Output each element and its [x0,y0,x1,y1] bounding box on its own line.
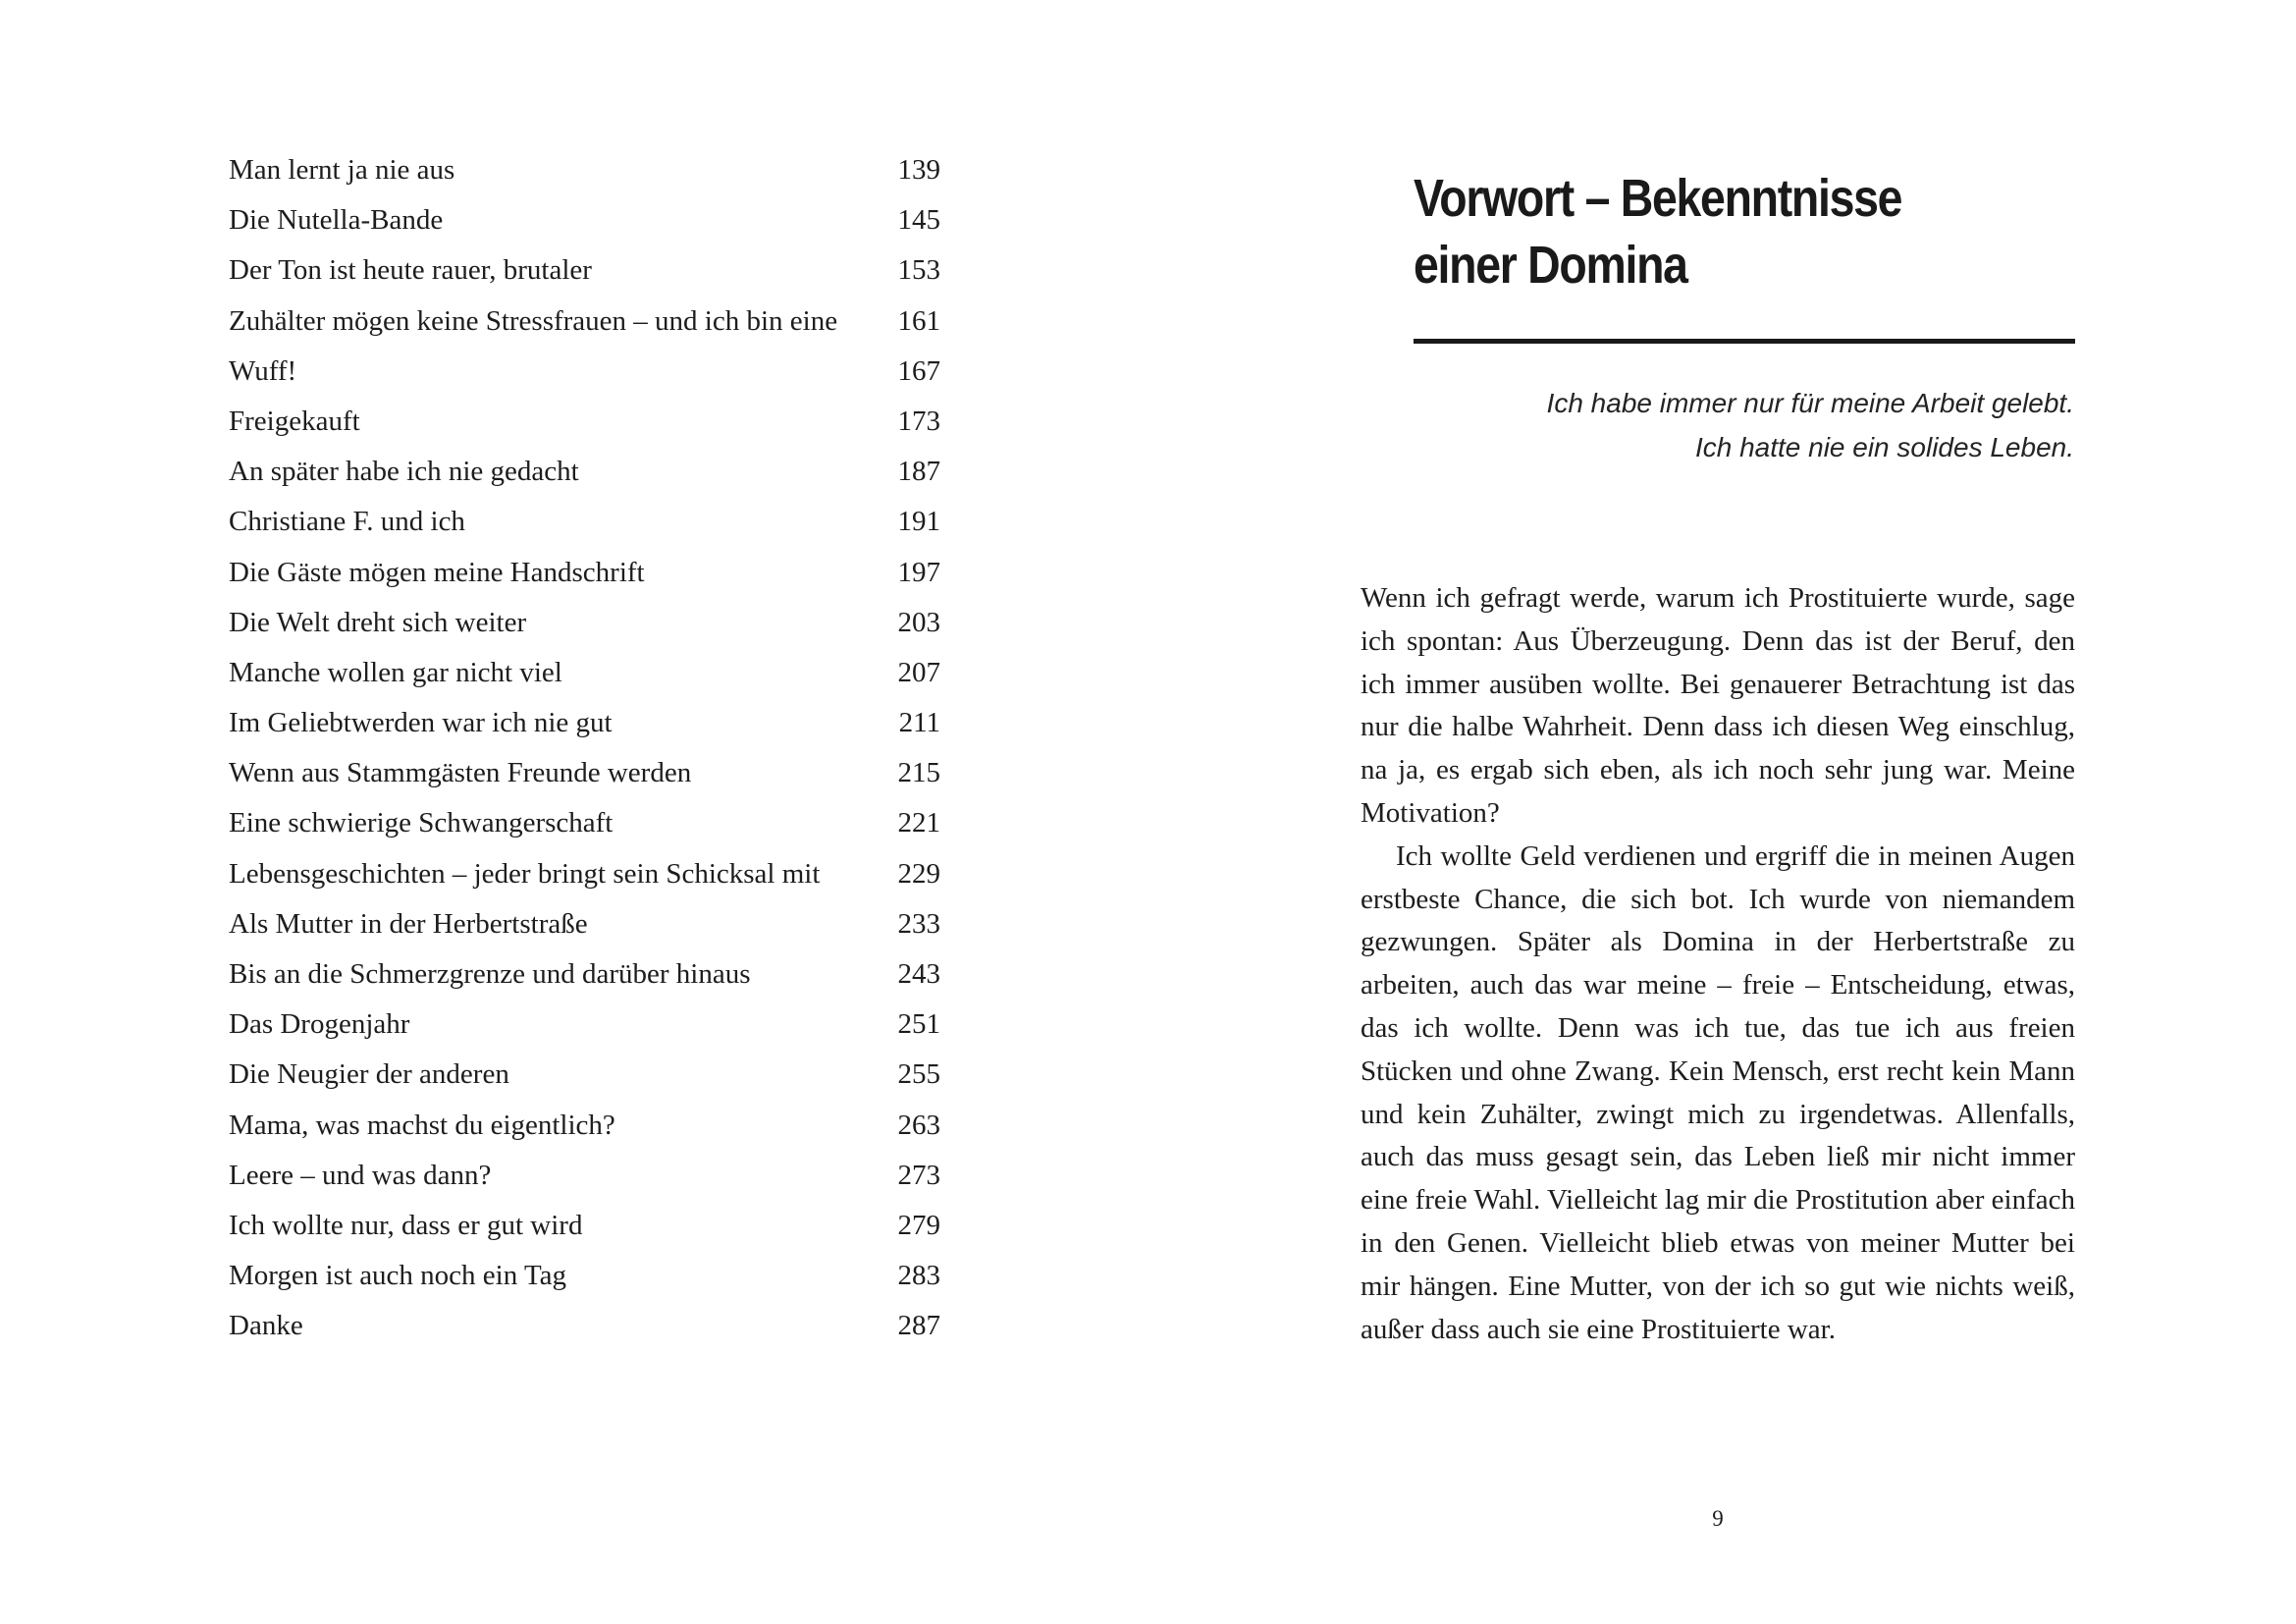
epigraph-line-1: Ich habe immer nur für meine Arbeit gelebt. [1546,388,2074,418]
toc-entry-title: Die Neugier der anderen [229,1058,509,1091]
epigraph-line-2: Ich hatte nie ein solides Leben. [1694,432,2074,462]
toc-entry [229,548,940,598]
toc-entry [229,1301,940,1351]
toc-entry-title: Christiane F. und ich [229,506,465,538]
toc-entry [229,648,940,698]
chapter-title [1414,165,2004,298]
toc-entry-title: Leere – und was dann? [229,1159,492,1191]
toc-entry [229,195,940,245]
toc-entry [229,1151,940,1201]
toc-entry [229,245,940,296]
title-divider [1414,339,2075,344]
toc-entry-title: Man lernt ja nie aus [229,154,455,186]
toc-entry-page: 279 [897,1209,940,1241]
toc-entry [229,1201,940,1251]
toc-entry-page: 191 [897,506,940,538]
toc-entry-title: Zuhälter mögen keine Stressfrauen – und ich bin eine [229,304,838,337]
toc-entry-page: 243 [897,958,940,990]
chapter-body [1361,577,2075,1351]
toc-entry [229,949,940,1000]
toc-entry [229,1251,940,1301]
toc-entry-page: 229 [897,857,940,890]
toc-entry-page: 221 [897,807,940,839]
toc-entry-page: 173 [897,405,940,437]
toc-entry-title: Bis an die Schmerzgrenze und darüber hinaus [229,958,751,990]
toc-entry-page: 233 [897,907,940,940]
body-paragraph-1: Wenn ich gefragt werde, warum ich Prostituierte wurde, sage ich spontan: Aus Überzeugung. Denn das ist der Beruf, den ich immer ausüben wollte. Bei genauerer Betrachtung ist das nur die halbe Wahrheit. Denn dass ich diesen Weg einschlug, na ja, es ergab sich eben, als ich noch sehr jung war. Meine Motivation? [1361,582,2075,829]
toc-entry-page: 187 [897,456,940,488]
toc-entry-title: Die Gäste mögen meine Handschrift [229,556,645,588]
epigraph [1414,381,2074,469]
toc-entry [229,748,940,798]
toc-entry-title: Lebensgeschichten – jeder bringt sein Schicksal mit [229,857,821,890]
toc-entry-title: Danke [229,1310,303,1342]
toc-entry-page: 283 [897,1260,940,1292]
toc-entry-page: 145 [897,204,940,237]
toc-entry-page: 139 [897,154,940,186]
toc-entry-page: 263 [897,1109,940,1141]
toc-entry-page: 211 [898,707,940,739]
toc-entry-title: Im Geliebtwerden war ich nie gut [229,707,613,739]
toc-entry-page: 167 [897,354,940,387]
toc-entry [229,1101,940,1151]
toc-entry-page: 197 [897,556,940,588]
toc-entry [229,798,940,848]
body-paragraph-2: Ich wollte Geld verdienen und ergriff die in meinen Augen erstbeste Chance, die sich bot. Ich wurde von niemandem gezwungen. Später als Domina in der Herbertstraße zu arbeiten, auch das war meine – freie – Entscheidung, etwas, das ich wollte. Denn was ich tue, das tue ich aus freien Stücken und ohne Zwang. Kein Mensch, erst recht kein Mann und kein Zuhälter, zwingt mich zu irgendetwas. Allenfalls, auch das muss gesagt sein, das Leben ließ mir nicht immer eine freie Wahl. Vielleicht lag mir die Prostitution aber einfach in den Genen. Vielleicht blieb etwas von meiner Mutter bei mir hängen. Eine Mutter, von der ich so gut wie nichts weiß, außer dass auch sie eine Prostituierte war. [1361,839,2075,1345]
toc-entry-page: 153 [897,254,940,287]
toc-entry-page: 251 [897,1008,940,1041]
toc-entry-page: 207 [897,656,940,688]
toc-entry-page: 287 [897,1310,940,1342]
toc-entry-title: Das Drogenjahr [229,1008,410,1041]
toc-entry [229,1000,940,1050]
page-number: 9 [1712,1506,1724,1531]
toc-entry [229,297,940,347]
toc-entry [229,1050,940,1100]
toc-entry-title: Der Ton ist heute rauer, brutaler [229,254,592,287]
toc-entry-title: Freigekauft [229,405,360,437]
toc-entry [229,698,940,748]
toc-entry-title: Wenn aus Stammgästen Freunde werden [229,757,692,789]
toc-entry [229,598,940,648]
toc-entry-title: Ich wollte nur, dass er gut wird [229,1209,583,1241]
toc-entry-title: Die Welt dreht sich weiter [229,606,527,638]
toc-entry [229,397,940,447]
toc-entry [229,899,940,949]
chapter-title-line-2: einer Domina [1414,236,1687,295]
toc-entry-page: 161 [897,304,940,337]
chapter-title-line-1: Vorwort – Bekenntnisse [1414,169,1902,228]
toc-entry-page: 215 [897,757,940,789]
toc-entry [229,447,940,497]
toc-entry-title: Wuff! [229,354,297,387]
toc-entry [229,347,940,397]
toc-entry [229,497,940,547]
toc-entry-page: 273 [897,1159,940,1191]
toc-entry [229,145,940,195]
table-of-contents [229,145,940,1352]
toc-entry-title: Die Nutella-Bande [229,204,444,237]
toc-entry-page: 203 [897,606,940,638]
toc-entry-title: Manche wollen gar nicht viel [229,656,562,688]
toc-entry-title: Eine schwierige Schwangerschaft [229,807,614,839]
right-page [1148,0,2296,1624]
toc-entry-title: Mama, was machst du eigentlich? [229,1109,615,1141]
toc-entry-title: Morgen ist auch noch ein Tag [229,1260,567,1292]
toc-entry [229,849,940,899]
toc-entry-title: Als Mutter in der Herbertstraße [229,907,588,940]
toc-entry-page: 255 [897,1058,940,1091]
toc-entry-title: An später habe ich nie gedacht [229,456,579,488]
